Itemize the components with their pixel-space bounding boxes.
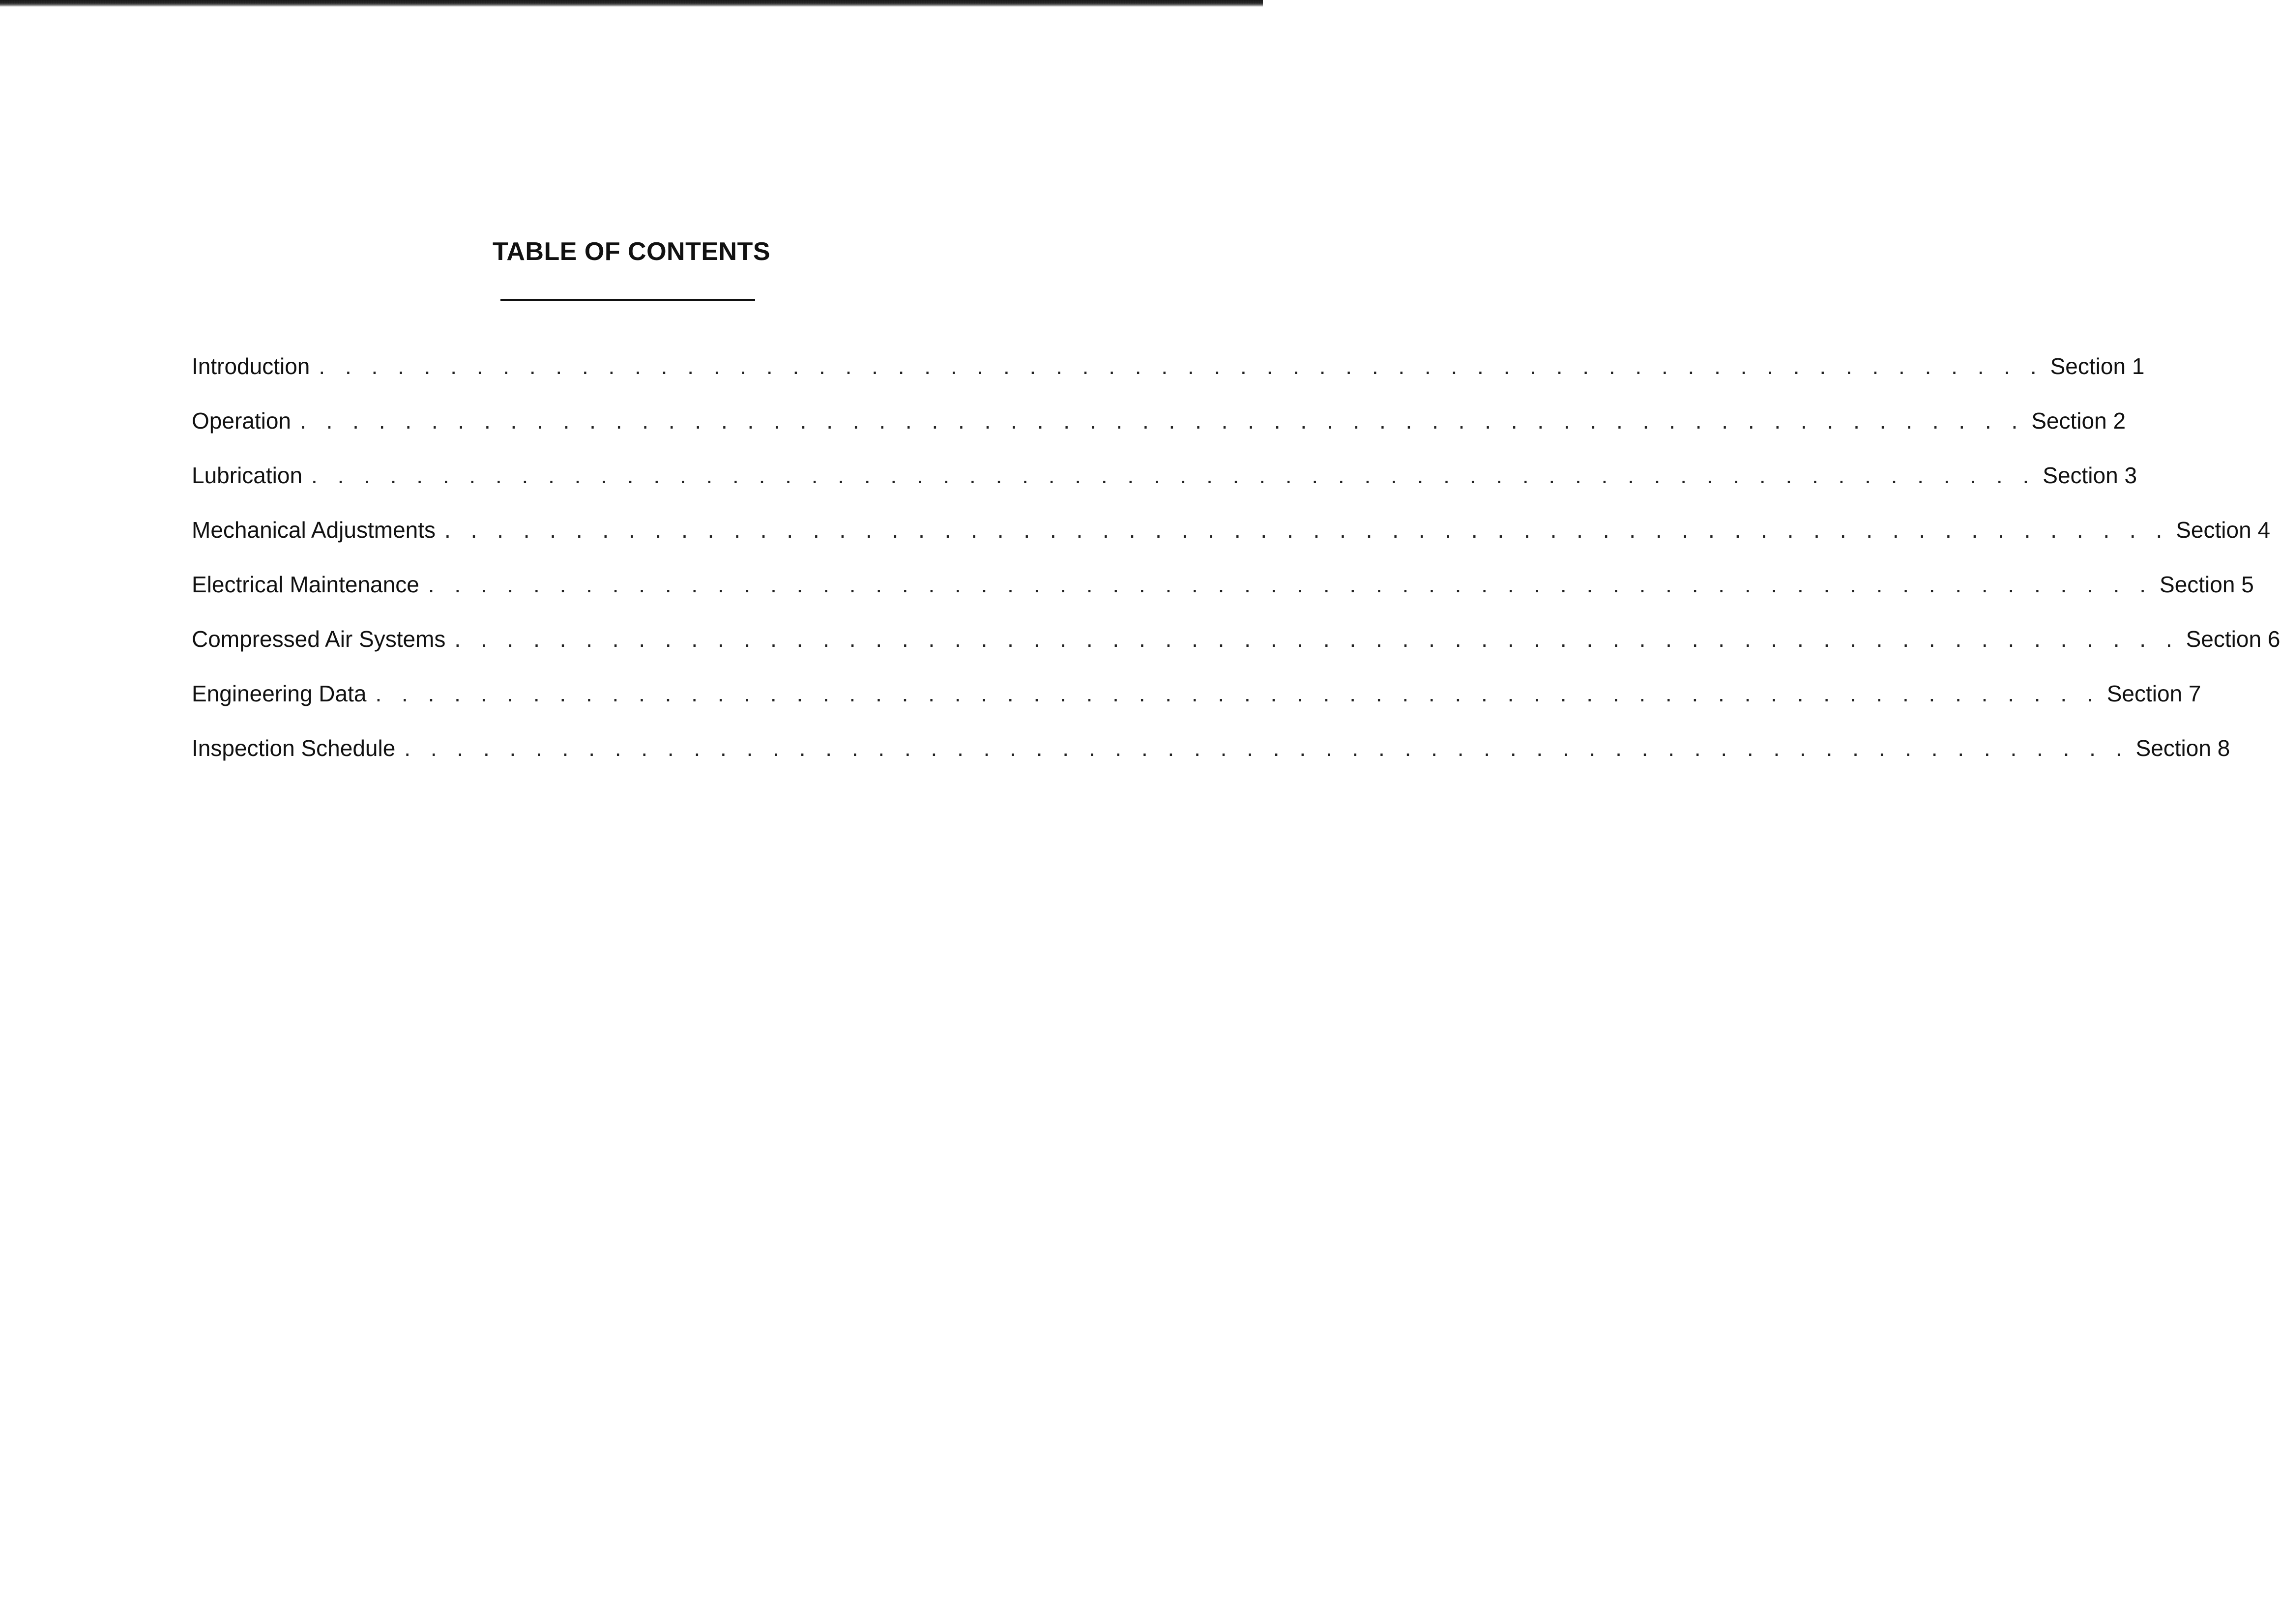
toc-dot-leader: . . . . . . . . . . . . . . . . . . . . . . . . . . . . . . . . . . . . . . . . . . . . . . . . . . . . . . . . . . . . . . . . . . [311, 463, 2036, 488]
table-of-contents [192, 353, 2280, 791]
toc-entry-section: Section 6 [2186, 626, 2280, 652]
page-title: TABLE OF CONTENTS [492, 237, 771, 266]
toc-dot-leader: . . . . . . . . . . . . . . . . . . . . . . . . . . . . . . . . . . . . . . . . . . . . . . . . . . . . . . . . . . . . . . . . . . [300, 408, 2025, 434]
toc-entry-section: Section 4 [2176, 517, 2271, 543]
scan-top-edge [0, 0, 1263, 7]
title-underline [500, 299, 755, 301]
toc-dot-leader: . . . . . . . . . . . . . . . . . . . . . . . . . . . . . . . . . . . . . . . . . . . . . . . . . . . . . . . . . . . . . . . . . . [404, 735, 2129, 761]
toc-entry-lubrication [192, 463, 2137, 519]
toc-dot-leader: . . . . . . . . . . . . . . . . . . . . . . . . . . . . . . . . . . . . . . . . . . . . . . . . . . . . . . . . . . . . . . . . . . [454, 626, 2179, 652]
toc-entry-section: Section 2 [2031, 408, 2126, 434]
toc-entry-compressed-air-systems [192, 626, 2280, 682]
toc-entry-section: Section 5 [2160, 572, 2254, 597]
toc-entry-section: Section 3 [2043, 463, 2137, 488]
toc-entry-introduction [192, 353, 2145, 409]
toc-dot-leader: . . . . . . . . . . . . . . . . . . . . . . . . . . . . . . . . . . . . . . . . . . . . . . . . . . . . . . . . . . . . . . . . . . [428, 572, 2153, 597]
toc-entry-title: Mechanical Adjustments [192, 517, 436, 543]
toc-entry-mechanical-adjustments [192, 517, 2271, 573]
toc-entry-operation [192, 408, 2126, 464]
toc-entry-title: Engineering Data [192, 681, 367, 706]
toc-entry-title: Electrical Maintenance [192, 572, 419, 597]
toc-entry-title: Lubrication [192, 463, 303, 488]
toc-entry-section: Section 8 [2135, 735, 2230, 761]
toc-entry-section: Section 7 [2106, 681, 2201, 706]
toc-entry-title: Compressed Air Systems [192, 626, 446, 652]
toc-entry-engineering-data [192, 681, 2201, 737]
toc-dot-leader: . . . . . . . . . . . . . . . . . . . . . . . . . . . . . . . . . . . . . . . . . . . . . . . . . . . . . . . . . . . . . . . . . . [375, 681, 2100, 706]
toc-entry-title: Operation [192, 408, 292, 434]
toc-dot-leader: . . . . . . . . . . . . . . . . . . . . . . . . . . . . . . . . . . . . . . . . . . . . . . . . . . . . . . . . . . . . . . . . . . [444, 517, 2169, 543]
toc-entry-title: Inspection Schedule [192, 735, 396, 761]
toc-entry-section: Section 1 [2050, 353, 2145, 379]
toc-entry-inspection-schedule [192, 735, 2230, 791]
toc-dot-leader: . . . . . . . . . . . . . . . . . . . . . . . . . . . . . . . . . . . . . . . . . . . . . . . . . . . . . . . . . . . . . . . . . . [319, 353, 2044, 379]
toc-entry-electrical-maintenance [192, 572, 2254, 628]
toc-entry-title: Introduction [192, 353, 310, 379]
